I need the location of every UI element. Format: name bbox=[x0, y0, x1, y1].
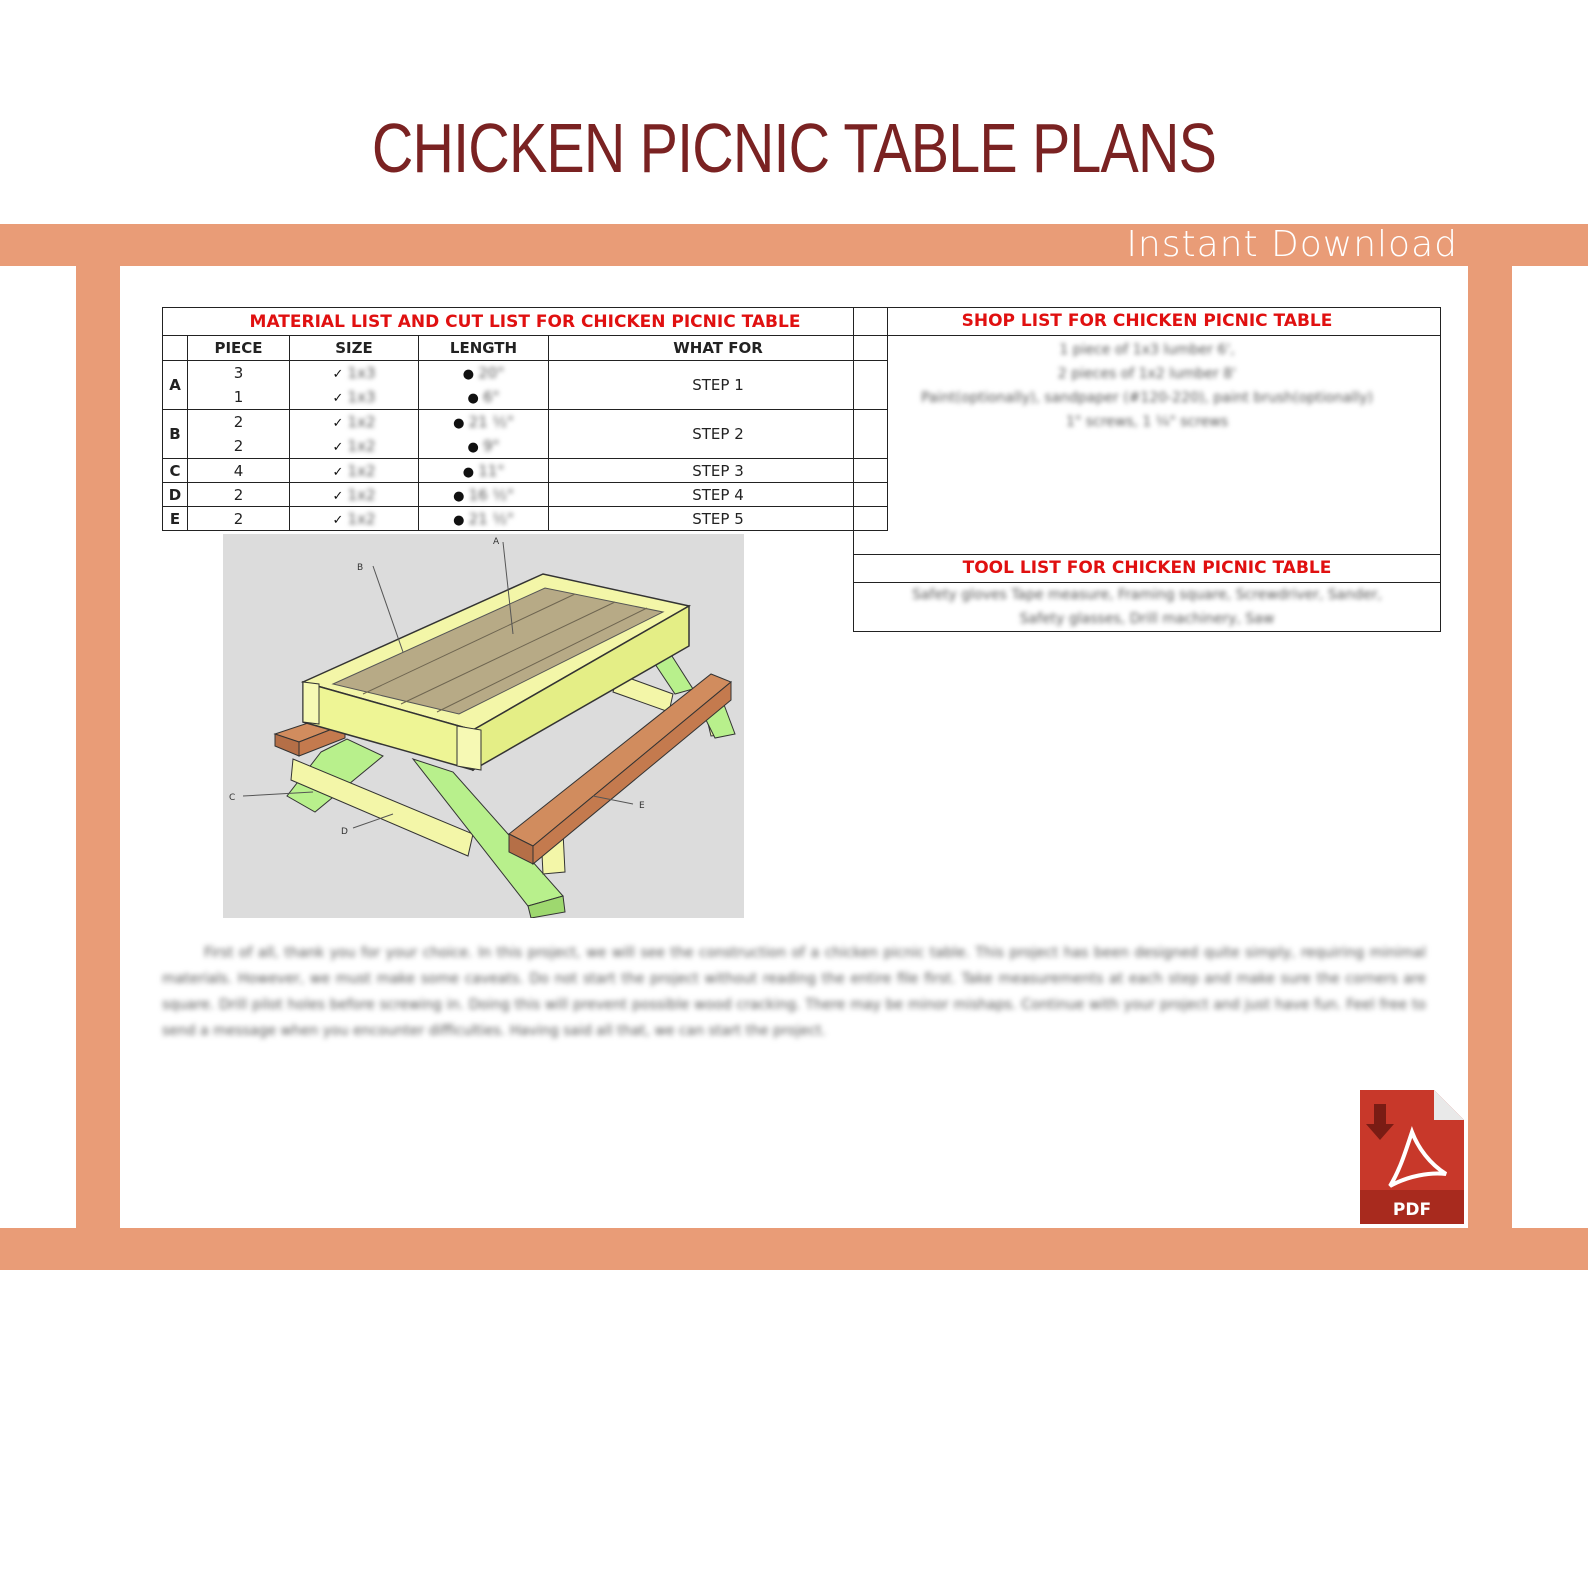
step-label: STEP 5 bbox=[549, 507, 888, 531]
piece-count: 4 bbox=[188, 459, 290, 483]
shop-list-line: 1 piece of 1x3 lumber 6', bbox=[1059, 342, 1235, 358]
table-row bbox=[163, 410, 888, 459]
bullet-icon: ● bbox=[453, 488, 469, 504]
col-size: SIZE bbox=[290, 336, 419, 361]
material-cut-table bbox=[162, 307, 888, 531]
shop-list-line: 1" screws, 1 ¼" screws bbox=[1065, 414, 1229, 430]
tool-list-body bbox=[854, 583, 1440, 631]
row-id: D bbox=[163, 483, 188, 507]
piece-count: 2 bbox=[233, 437, 244, 455]
tool-list-heading: TOOL LIST FOR CHICKEN PICNIC TABLE bbox=[854, 554, 1440, 583]
length-value: 20" bbox=[478, 364, 505, 382]
table-row bbox=[163, 361, 888, 410]
table-row bbox=[163, 459, 888, 483]
label-c: C bbox=[229, 793, 236, 803]
frame-left-bar bbox=[76, 266, 120, 1228]
length-value: 11" bbox=[478, 461, 505, 480]
shop-tool-box bbox=[853, 307, 1441, 632]
material-table-heading: MATERIAL LIST AND CUT LIST FOR CHICKEN PICNIC TABLE bbox=[163, 308, 888, 336]
step-label: STEP 4 bbox=[549, 483, 888, 507]
col-what-for: WHAT FOR bbox=[549, 336, 888, 361]
size-value: 1x2 bbox=[347, 437, 376, 455]
length-value: 6" bbox=[483, 388, 500, 406]
piece-count: 3 bbox=[233, 364, 244, 382]
step-label: STEP 1 bbox=[549, 361, 888, 410]
size-value: 1x2 bbox=[347, 461, 376, 480]
shop-list-line: Paint(optionally), sandpaper (#120-220), paint brush(optionally) bbox=[921, 390, 1373, 406]
size-value: 1x2 bbox=[347, 413, 376, 431]
check-icon: ✓ bbox=[332, 464, 348, 480]
step-label: STEP 3 bbox=[549, 459, 888, 483]
picnic-table-illustration bbox=[223, 534, 744, 918]
row-id: C bbox=[163, 459, 188, 483]
page-title: CHICKEN PICNIC TABLE PLANS bbox=[371, 109, 1217, 187]
table-row bbox=[163, 483, 888, 507]
size-value: 1x3 bbox=[347, 364, 376, 382]
bullet-icon: ● bbox=[453, 512, 469, 528]
frame-right-bar bbox=[1468, 266, 1512, 1228]
bullet-icon: ● bbox=[467, 391, 484, 406]
length-value: 21 ½" bbox=[468, 413, 514, 431]
step-label: STEP 2 bbox=[549, 410, 888, 459]
col-length: LENGTH bbox=[419, 336, 549, 361]
check-icon: ✓ bbox=[332, 391, 348, 406]
instant-download-label: Instant Download bbox=[1126, 224, 1458, 265]
check-icon: ✓ bbox=[332, 512, 348, 528]
label-e: E bbox=[639, 801, 645, 811]
picnic-table-drawing bbox=[223, 534, 744, 918]
row-id: B bbox=[163, 410, 188, 459]
bullet-icon: ● bbox=[462, 367, 479, 382]
label-a: A bbox=[493, 537, 500, 547]
piece-count: 2 bbox=[188, 507, 290, 531]
row-id: E bbox=[163, 507, 188, 531]
label-d: D bbox=[341, 827, 348, 837]
check-icon: ✓ bbox=[332, 416, 348, 431]
bullet-icon: ● bbox=[467, 440, 484, 455]
label-b: B bbox=[357, 563, 364, 573]
tool-list-line: Safety gloves Tape measure, Framing square, Screwdriver, Sander, bbox=[912, 587, 1382, 603]
bullet-icon: ● bbox=[453, 416, 469, 431]
check-icon: ✓ bbox=[332, 367, 348, 382]
piece-count: 2 bbox=[233, 413, 244, 431]
piece-count: 1 bbox=[233, 388, 244, 406]
shop-list-heading: SHOP LIST FOR CHICKEN PICNIC TABLE bbox=[854, 308, 1440, 336]
row-id: A bbox=[163, 361, 188, 410]
length-value: 16 ½" bbox=[468, 485, 514, 504]
size-value: 1x3 bbox=[347, 388, 376, 406]
pdf-label: PDF bbox=[1392, 1200, 1432, 1220]
piece-count: 2 bbox=[188, 483, 290, 507]
tool-list-line: Safety glasses, Drill machinery, Saw bbox=[1019, 611, 1275, 627]
shop-list-body bbox=[854, 336, 1440, 554]
length-value: 21 ½" bbox=[468, 509, 514, 528]
row-id-header bbox=[163, 336, 188, 361]
col-piece: PIECE bbox=[188, 336, 290, 361]
check-icon: ✓ bbox=[332, 488, 348, 504]
bullet-icon: ● bbox=[462, 464, 479, 480]
check-icon: ✓ bbox=[332, 440, 348, 455]
size-value: 1x2 bbox=[347, 485, 376, 504]
intro-paragraph: First of all, thank you for your choice. In this project, we will see the construction of a chicken picnic table. This project has been designed quite simply, requiring minimal materials. However, we must make some caveats. Do not start the project without reading the entire file first. Take measurements at each step and make sure the corners are square. Drill pilot holes before screwing in. Doing this will prevent possible wood cracking. There may be minor mishaps. Continue with your project and just have fun. Feel free to send a message when you encounter difficulties. Having said all that, we can start the project. bbox=[162, 945, 1426, 1039]
shop-list-line: 2 pieces of 1x2 lumber 8' bbox=[1057, 366, 1237, 382]
frame-bottom-bar bbox=[0, 1228, 1588, 1270]
length-value: 9" bbox=[483, 437, 500, 455]
pdf-icon bbox=[1360, 1090, 1464, 1224]
table-row bbox=[163, 507, 888, 531]
size-value: 1x2 bbox=[347, 509, 376, 528]
